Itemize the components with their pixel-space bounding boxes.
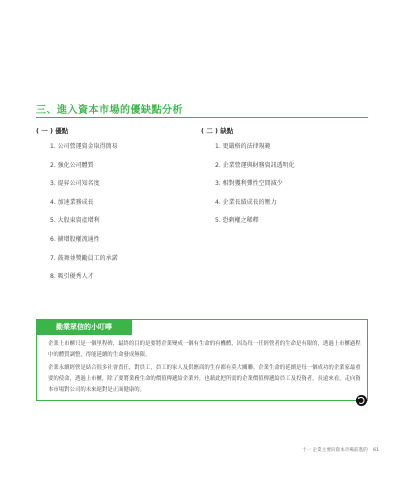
list-item: 3. 提昇公司知名度 <box>50 180 100 188</box>
title-divider <box>36 117 368 118</box>
list-item: 2. 強化公司體質 <box>50 161 94 169</box>
advantages-heading: ( 一 ) 優點 <box>36 127 69 135</box>
tip-body <box>48 339 362 398</box>
page-footer <box>302 447 379 453</box>
tip-title: 勤業眾信的小叮嚀 <box>36 319 132 335</box>
list-item: 6. 擴增股權流通性 <box>50 235 100 243</box>
list-item: 3. 相對獲利彈性空間減少 <box>215 180 283 188</box>
list-item: 5. 恐剩權之稀釋 <box>215 217 259 225</box>
list-item: 8. 吸引優秀人才 <box>50 273 94 281</box>
footer-text: 十一 企業主要向資本市場前進的 <box>301 448 368 453</box>
list-item: 5. 大股東資產增利 <box>50 217 100 225</box>
list-item: 7. 鼓舞並獎勵員工的承諾 <box>50 254 118 262</box>
section-title: 三、進入資本市場的優缺點分析 <box>36 105 183 116</box>
list-item: 4. 企業長績成長的壓力 <box>215 198 277 206</box>
circle-arrow-icon <box>356 395 367 406</box>
list-item: 1. 公司營運資金取得簡易 <box>50 143 118 150</box>
list-item: 4. 加速業務成長 <box>50 198 94 206</box>
tip-paragraph: 企業永續經營是結合很多社會責任，對員工，員工的家人及供應商的生存都有莫大關聯。企業生命的延續是每一個成功的企業家最重要的使命，透過上市櫃，除了要將業務生命的價值傳遞給企業外，也藉此把所需的企業價值傳遞給員工及投資者，長遠來看，走向資本市場對公司的未來絕對是正面健康的。 <box>48 365 361 393</box>
tip-paragraph: 企業上市櫃只是一個里程碑，最終的目的是要將企業變成一個有生命的有機體，因為每一任經營者的生命是有限的，透過上市櫃過程中的體質調整，得能延續的生命發成無限。 <box>48 341 361 358</box>
advantages-list <box>50 141 118 290</box>
list-item: 1. 更嚴格的法律規範 <box>215 143 271 150</box>
disadvantages-heading: ( 二 ) 缺點 <box>201 127 234 135</box>
page-number: 61 <box>373 448 379 453</box>
list-item: 2. 企業營運與財務資訊透明化 <box>215 161 295 169</box>
disadvantages-list <box>215 141 295 234</box>
